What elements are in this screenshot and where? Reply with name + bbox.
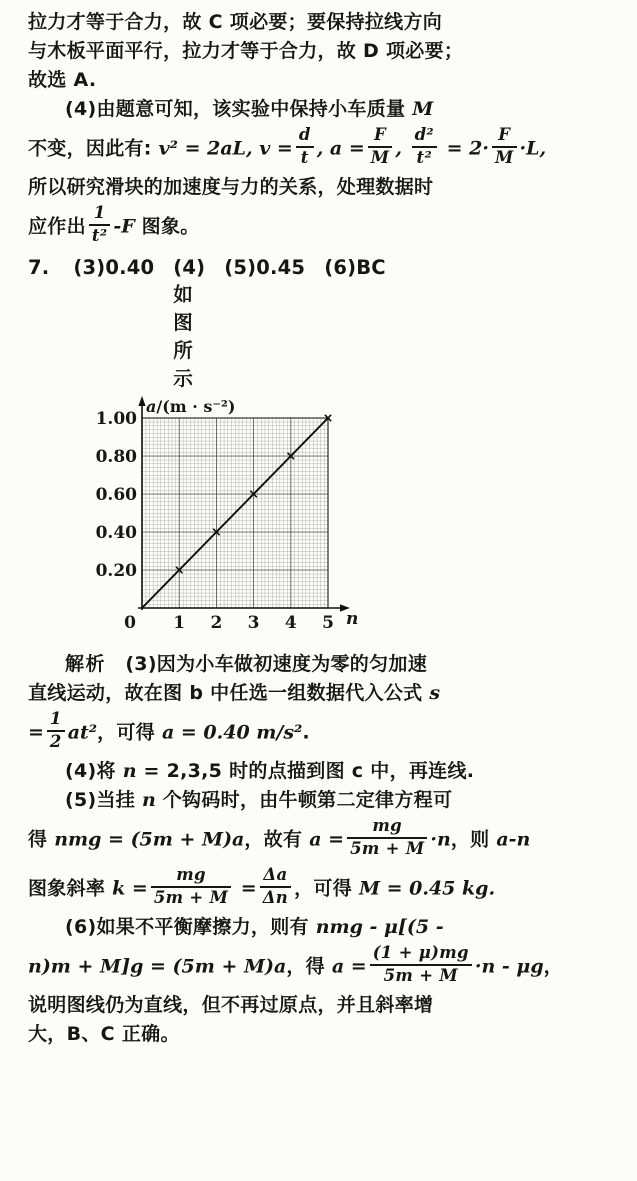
section-header: 解析: [65, 652, 107, 675]
fraction: $\frac{(1 + \mu)mg}{5m + M}$: [370, 944, 472, 986]
math-run: a =: [309, 828, 345, 851]
y-tick-0.40: 0.40: [95, 522, 137, 543]
math-run: , a =: [316, 137, 365, 160]
math-run: ·L,: [519, 137, 547, 160]
text-line: [28, 679, 441, 708]
fraction: $\frac{d}{t}$: [296, 126, 314, 168]
text-run: 得: [28, 828, 55, 851]
text-line: [28, 815, 531, 864]
text-run: 大，B、C 正确。: [28, 1022, 180, 1045]
text-run: 应作出: [28, 215, 86, 238]
text-run: 图象斜率: [28, 877, 113, 900]
math-run: a = 0.40 m/s²: [161, 721, 303, 744]
math-run: ·n - μg: [474, 955, 544, 978]
text-line: [28, 173, 434, 202]
x-tick-1: 1: [173, 612, 186, 633]
text-run: 说明图线仍为直线，但不再过原点，并且斜率增: [28, 993, 434, 1016]
text-line: [28, 991, 434, 1020]
fraction: $\frac{\Delta a}{\Delta n}$: [260, 866, 291, 908]
answer-part-5: (5)0.45: [224, 255, 306, 279]
text-line: [28, 942, 563, 991]
math-run: ,: [395, 137, 409, 160]
x-axis-title: n: [346, 608, 359, 629]
text-run: 与木板平面平行，拉力才等于合力，故 D 项必要；: [28, 40, 464, 62]
math-run: a =: [331, 955, 367, 978]
text-run: 个钩码时，由牛顿第二定律方程可: [155, 788, 453, 811]
text-line: [28, 202, 400, 251]
fraction: $\frac{F}{M}$: [368, 126, 393, 168]
text-run: .: [302, 721, 310, 744]
fraction: $\frac{F}{M}$: [492, 126, 517, 168]
a-n-graph: [85, 394, 385, 644]
fraction: $\frac{mg}{5m + M}$: [347, 817, 427, 859]
math-run: = 2·: [439, 137, 489, 160]
fraction: $\frac{\text{d²}}{\text{t²}}$: [412, 126, 437, 168]
text-line: [28, 95, 434, 124]
math-run: at²: [67, 721, 98, 744]
text-line: [28, 8, 443, 37]
x-tick-5: 5: [322, 612, 334, 633]
text-line: [28, 124, 547, 173]
paragraph-top: [28, 8, 547, 251]
text-run: (6)如果不平衡摩擦力，则有: [65, 915, 316, 938]
x-tick-4: 4: [284, 612, 297, 633]
text-line: [28, 1020, 400, 1049]
text-run: = 2,3,5 时的点描到图 c 中，再连线.: [136, 759, 475, 782]
text-run: ，可得: [294, 877, 359, 900]
text-run: ，则: [450, 828, 497, 851]
answer-part-4: (4)如图所示: [173, 255, 206, 390]
math-run: v² = 2aL, v =: [158, 137, 293, 160]
text-run: 所以研究滑块的加速度与力的关系，处理数据时: [28, 175, 434, 198]
text-run: 直线运动，故在图 b 中任选一组数据代入公式: [28, 681, 430, 704]
math-run: nmg - μ[(5 -: [315, 915, 444, 938]
fraction: $\frac{1}{\text{t²}}$: [89, 204, 110, 246]
text-run: 图象。: [134, 215, 200, 238]
math-run: ·n: [430, 828, 451, 851]
a-n-chart-svg: [85, 394, 385, 640]
math-run: =: [28, 721, 44, 744]
text-line: [28, 786, 453, 815]
math-run: n)m + M]g = (5m + M)a: [28, 955, 287, 978]
math-run: =: [234, 877, 257, 900]
y-axis-arrow-icon: [138, 396, 145, 406]
text-column: [28, 8, 563, 1049]
solution-paragraphs: [28, 650, 563, 1049]
math-run: n: [122, 759, 137, 782]
text-line: [28, 757, 475, 786]
y-tick-0.80: 0.80: [95, 446, 137, 467]
math-run: k =: [112, 877, 148, 900]
text-line: [28, 913, 444, 942]
text-run: ，故有: [244, 828, 310, 851]
x-tick-2: 2: [210, 612, 223, 633]
text-line: [28, 66, 400, 95]
problem-7-answer-row: [28, 256, 400, 391]
text-run: 拉力才等于合力，故 C 项必要；要保持拉线方向: [28, 11, 443, 33]
math-run: -F: [113, 215, 135, 238]
math-run: nmg = (5m + M)a: [54, 828, 245, 851]
text-run: ，可得: [97, 721, 162, 744]
answer-part-6: (6)BC: [324, 255, 386, 279]
math-run: s: [429, 681, 441, 704]
math-run: a-n: [496, 828, 531, 851]
math-run: M = 0.45 kg.: [358, 877, 496, 900]
text-run: (4)由题意可知，该实验中保持小车质量: [65, 98, 413, 120]
text-run: (3)因为小车做初速度为零的匀加速: [106, 652, 428, 675]
text-run: ，得: [286, 955, 332, 978]
text-run: ，: [543, 955, 563, 978]
text-run: (5)当挂: [65, 788, 143, 811]
y-tick-0.60: 0.60: [95, 484, 137, 505]
fraction: $\frac{1}{2}$: [47, 710, 65, 752]
answer-part-3: (3)0.40: [73, 255, 155, 279]
text-run: (4)将: [65, 759, 123, 782]
problem-number: 7.: [28, 255, 50, 279]
fraction: $\frac{mg}{5m + M}$: [151, 866, 231, 908]
text-line: [28, 708, 400, 757]
y-axis-title: a/(m · s⁻²): [146, 396, 236, 416]
origin-label: 0: [124, 612, 136, 633]
math-run: n: [142, 788, 156, 811]
x-tick-3: 3: [247, 612, 260, 633]
y-tick-0.20: 0.20: [95, 560, 137, 581]
math-run: M: [412, 98, 434, 120]
text-line: [28, 37, 464, 66]
text-run: 故选 A.: [28, 69, 97, 91]
text-line: [28, 650, 428, 679]
text-run: 不变，因此有:: [28, 137, 159, 160]
text-line: [28, 864, 496, 913]
y-tick-1.00: 1.00: [95, 408, 137, 429]
